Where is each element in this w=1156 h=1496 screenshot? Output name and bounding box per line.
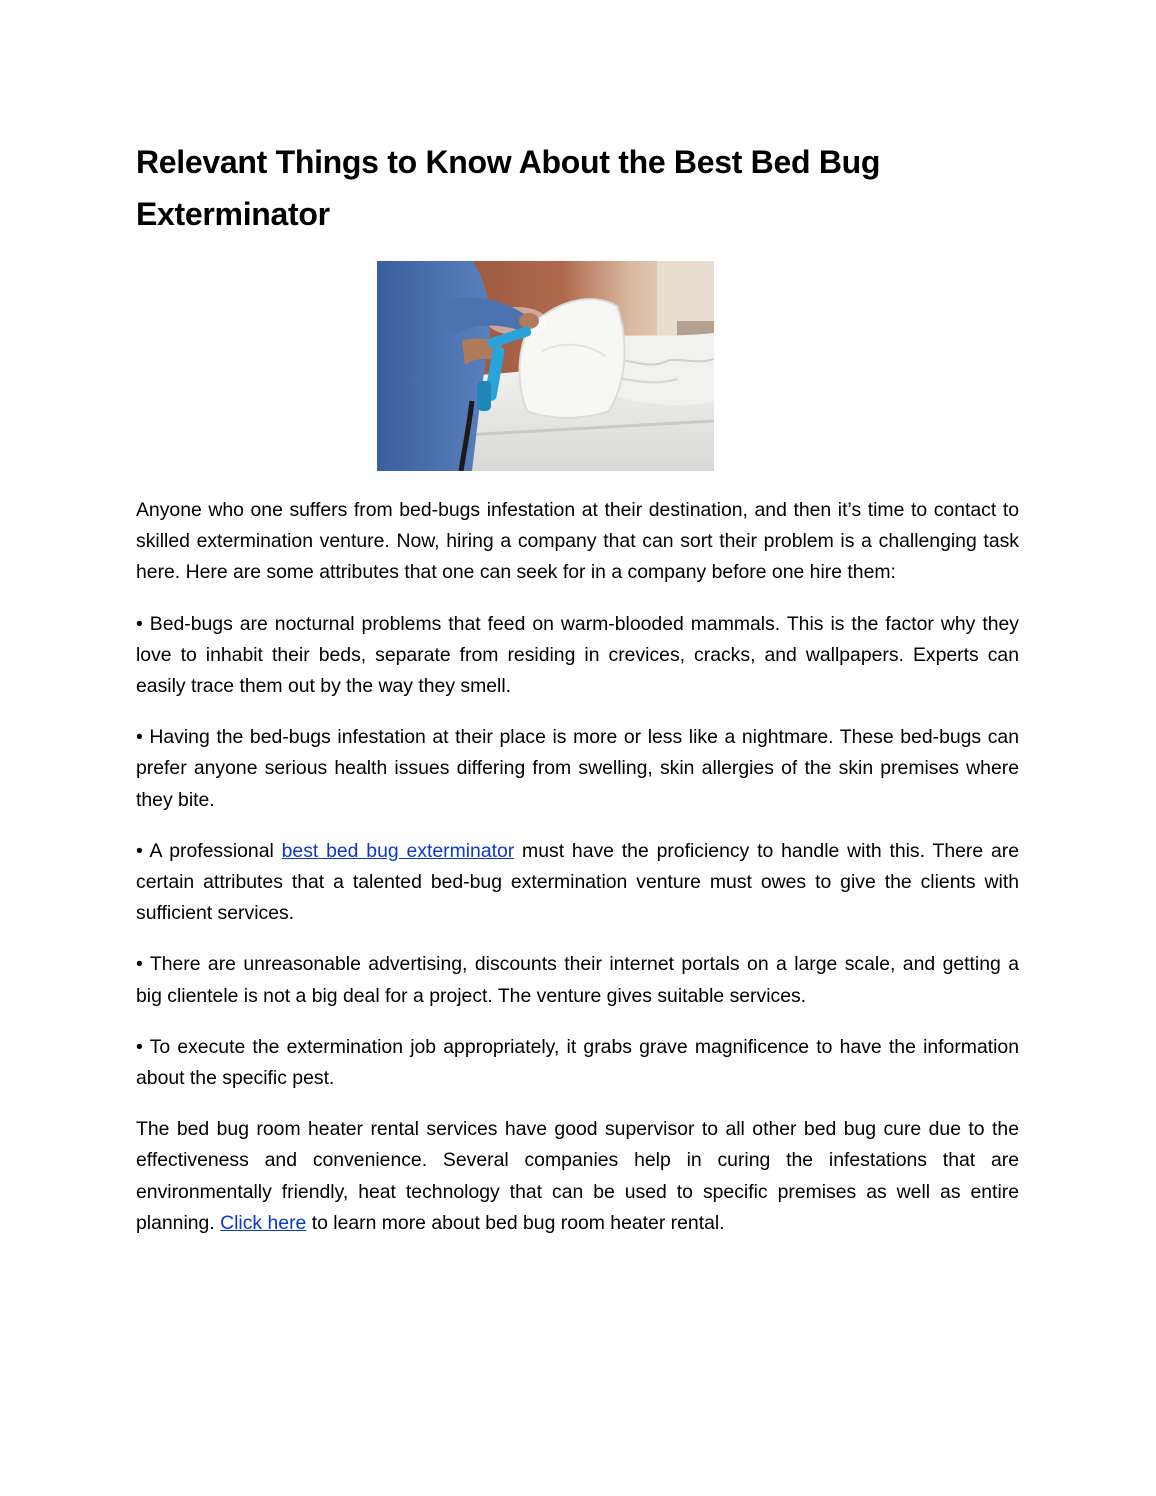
bullet-item-2: • Having the bed-bugs infestation at their place is more or less like a nightmare. These bed-bugs can prefer anyone serious health issues differing from swelling, skin allergies of the skin premises where they bite.: [136, 726, 1019, 811]
bullet-item-3: [136, 836, 1019, 930]
closing-text-end: to learn more about bed bug room heater rental.: [306, 1211, 725, 1234]
click-here-link[interactable]: Click here: [220, 1211, 307, 1234]
bullet-item-1: • Bed-bugs are nocturnal problems that feed on warm-blooded mammals. This is the factor why they love to inhabit their beds, separate from residing in crevices, cracks, and wallpapers. Experts can easily trace them out by the way they smell.: [136, 612, 1019, 698]
best-bed-bug-exterminator-link[interactable]: best bed bug exterminator: [281, 839, 515, 862]
bullet-item-4: • There are unreasonable advertising, discounts their internet portals on a large scale, and getting a big clientele is not a big deal for a project. The venture gives suitable services.: [136, 953, 1019, 1007]
exterminator-photo: [377, 261, 714, 471]
intro-paragraph: Anyone who one suffers from bed-bugs infestation at their destination, and then it’s time to contact to skilled extermination venture. Now, hiring a company that can sort their problem is a challenging task here. Here are some attributes that one can seek for in a company before one hire them:: [136, 499, 1019, 584]
page-title: Relevant Things to Know About the Best Bed Bug Exterminator: [136, 144, 881, 232]
bullet-item-5: • To execute the extermination job appropriately, it grabs grave magnificence to have the information about the specific pest.: [136, 1035, 1019, 1090]
closing-text-start: The bed bug room heater rental services have good supervisor to all other bed bug cure due to the effectiveness and convenience. Several companies help in curing the infestations that are environmentally friendly, heat technology that can be used to specific premises as well as entire planning.: [136, 1118, 1019, 1234]
bullet-3-text-start: • A professional: [136, 839, 282, 862]
bullet-3-text-end: must have the proficiency to handle with this. There are certain attributes that a talented bed-bug extermination venture must owes to give the clients with sufficient services.: [136, 839, 1019, 925]
closing-paragraph: [136, 1114, 1019, 1239]
photo-of-exterminator-steaming-pillow-on-bed: [377, 261, 714, 471]
article-body: [136, 495, 1019, 1259]
